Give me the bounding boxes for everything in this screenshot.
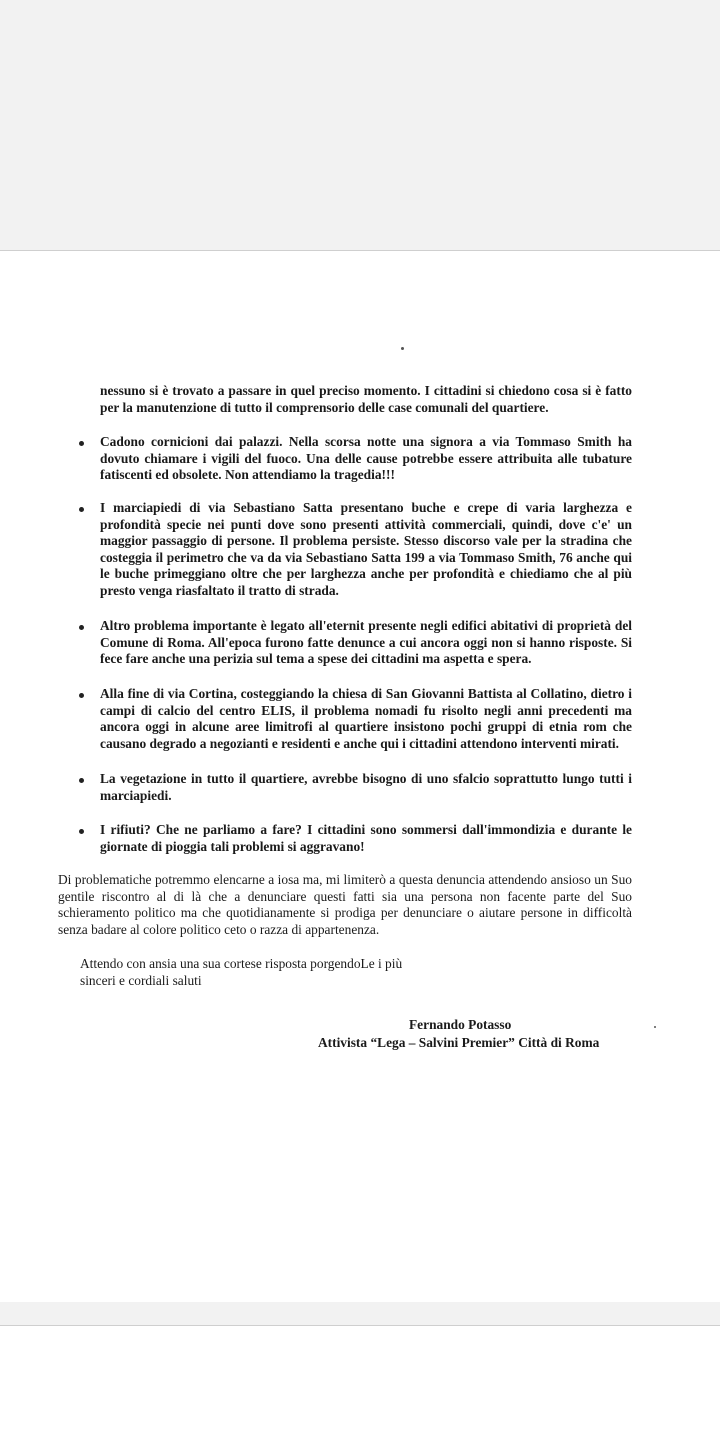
bullet-item: I rifiuti? Che ne parliamo a fare? I cittadini sono sommersi dall'immondizia e durante le giornate di pioggia tali problemi si aggravano! [100,822,632,854]
bottom-background [0,1302,720,1325]
bullet-marker [79,693,84,698]
bullet-item: I marciapiedi di via Sebastiano Satta presentano buche e crepe di varia larghezza e profondità specie nei punti dove sono presenti attività commerciali, quindi, dove c'e' un maggior passaggio di persone. Il problema persiste. Stesso discorso vale per la stradina che costeggia il perimetro che va da via Sebastiano Satta 199 a via Tommaso Smith, 76 anche qui le buche primeggiano oltre che per larghezza anche per profondità e chiediamo che al più presto venga riasfaltato il tratto di strada. [100,500,632,598]
bullet-item: Cadono cornicioni dai palazzi. Nella scorsa notte una signora a via Tommaso Smith ha dovuto chiamare i vigili del fuoco. Una delle cause potrebbe essere attribuita alle tubature fatiscenti ed obsolete. Non attendiamo la tragedia!!! [100,434,632,483]
scan-speck [654,1026,656,1028]
signature-title: Attivista “Lega – Salvini Premier” Città di Roma [318,1035,600,1050]
bullet-marker [79,441,84,446]
bullet-marker [79,507,84,512]
document-page [0,251,720,1302]
regards: Attendo con ansia una sua cortese risposta porgendoLe i più sinceri e cordiali saluti [80,956,403,988]
bullet-item: La vegetazione in tutto il quartiere, avrebbe bisogno di uno sfalcio soprattutto lungo tutti i marciapiedi. [100,771,632,803]
bullet-marker [79,829,84,834]
bullet-item: Alla fine di via Cortina, costeggiando la chiesa di San Giovanni Battista al Collatino, dietro i campi di calcio del centro ELIS, il problema nomadi fu risolto negli anni precedenti ma ancora oggi in alcune aree limitrofi al quartiere insistono pochi gruppi di etnia rom che causano degrado a negozianti e residenti e anche qui i cittadini attendono interventi mirati. [100,686,632,751]
bottom-divider [0,1325,720,1326]
bullet-marker [79,778,84,783]
signature-name: Fernando Potasso [409,1017,512,1032]
bullet-marker [79,625,84,630]
intro-continuation: nessuno si è trovato a passare in quel preciso momento. I cittadini si chiedono cosa si è fatto per la manutenzione di tutto il comprensorio delle case comunali del quartiere. [100,383,632,415]
top-background [0,0,720,250]
scan-speck [401,347,404,350]
bullet-item: Altro problema importante è legato all'eternit presente negli edifici abitativi di proprietà del Comune di Roma. All'epoca furono fatte denunce a cui ancora oggi non si hanno risposte. Si fece fare anche una perizia sul tema a spese dei cittadini ma aspetta e spera. [100,618,632,667]
closing-paragraph: Di problematiche potremmo elencarne a iosa ma, mi limiterò a questa denuncia attendendo ansioso un Suo gentile riscontro al di là che a denunciare questi fatti sia una persona non facente parte del Suo schieramento politico ma che quotidianamente si prodiga per denunciare o aiutare persone in difficoltà senza badare al colore politico ceto o razza di appartenenza. [58,872,632,937]
